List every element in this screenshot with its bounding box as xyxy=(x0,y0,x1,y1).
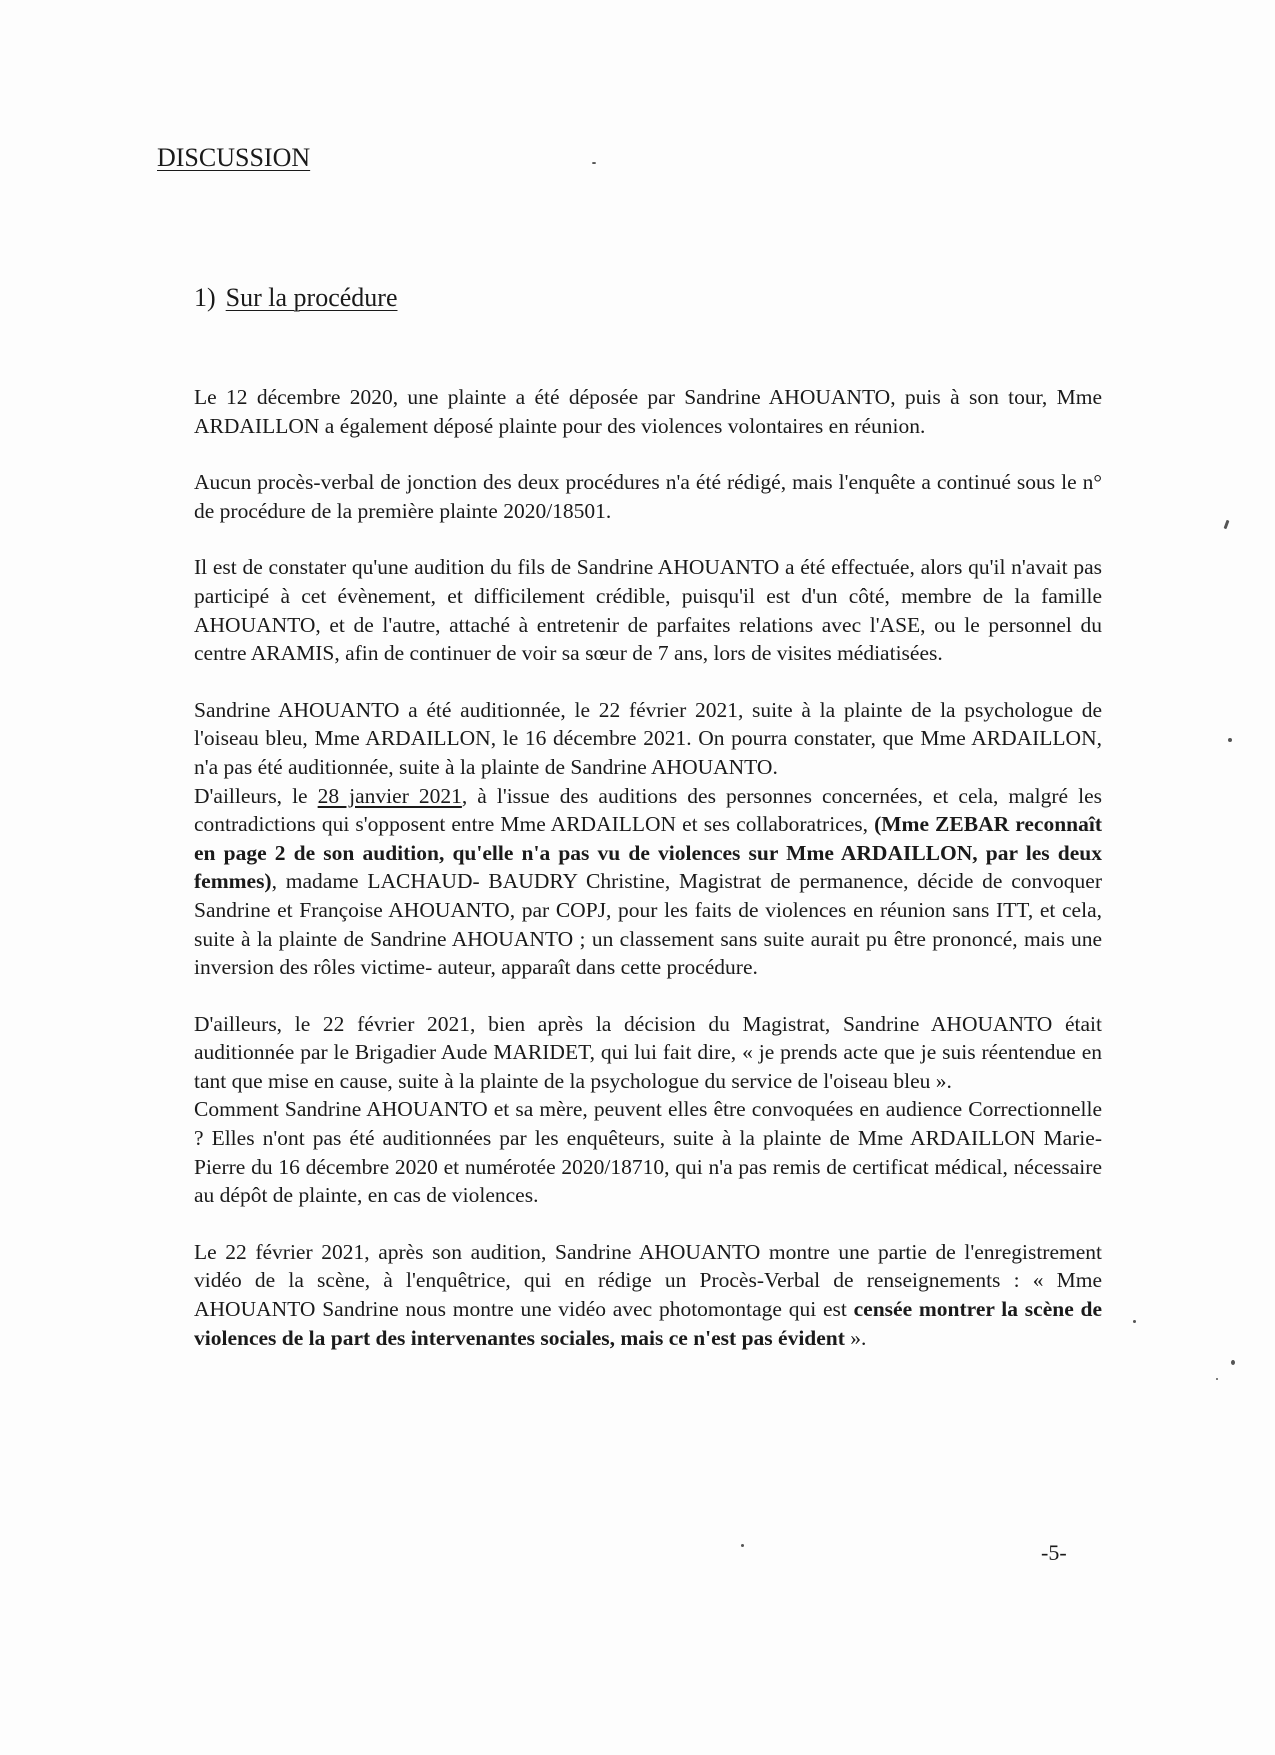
body-text xyxy=(194,383,1102,1352)
paragraph-8-bold: censée montrer la scène de violences de la part des intervenantes sociales, mais ce n'est pas évident xyxy=(194,1297,1102,1350)
paragraph-8 xyxy=(194,1238,1102,1352)
scan-speck xyxy=(592,162,596,164)
section-heading xyxy=(194,283,398,313)
scan-speck xyxy=(1224,520,1230,529)
scan-speck xyxy=(1231,1360,1235,1365)
section-title: Sur la procédure xyxy=(225,283,398,312)
scan-speck xyxy=(1228,738,1232,742)
paragraph-1: Le 12 décembre 2020, une plainte a été déposée par Sandrine AHOUANTO, puis à son tour, Mme ARDAILLON a également déposé plainte pour des violences volontaires en réunion. xyxy=(194,385,1102,438)
paragraph-5 xyxy=(194,782,1102,982)
paragraph-8-part-1: Le 22 février 2021, après son audition, Sandrine AHOUANTO montre une partie de l'enregistrement vidéo de la scène, à l'enquêtrice, qui en rédige un Procès-Verbal de renseignements : « Mme AHOUANTO Sandrine nous montre une vidéo avec photomontage qui est xyxy=(194,1239,1102,1322)
scan-speck xyxy=(1216,1378,1218,1380)
paragraph-5-bold: (Mme ZEBAR reconnaît en page 2 de son audition, qu'elle n'a pas vu de violences sur Mme ARDAILLON, par les deux femmes) xyxy=(194,812,1102,894)
paragraph-5-date: 28 janvier 2021 xyxy=(317,783,462,808)
discussion-heading: DISCUSSION xyxy=(157,143,311,172)
paragraph-4: Sandrine AHOUANTO a été auditionnée, le 22 février 2021, suite à la plainte de la psychologue de l'oiseau bleu, Mme ARDAILLON, le 16 décembre 2021. On pourra constater, que Mme ARDAILLON, n'a pas été auditionnée, suite à la plainte de Sandrine AHOUANTO. xyxy=(194,697,1102,779)
paragraph-7: Comment Sandrine AHOUANTO et sa mère, peuvent elles être convoquées en audience Correctionnelle ? Elles n'ont pas été auditionnées par les enquêteurs, suite à la plainte de Mme ARDAILLON Marie-Pierre du 16 décembre 2020 et numérotée 2020/18710, qui n'a pas remis de certificat médical, nécessaire au dépôt de plainte, en cas de violences. xyxy=(194,1097,1102,1208)
paragraph-5-part-3: , madame LACHAUD- BAUDRY Christine, Magistrat de permanence, décide de convoquer Sandrine et Françoise AHOUANTO, par COPJ, pour les faits de violences en réunion sans ITT, et cela, suite à la plainte de Sandrine AHOUANTO ; un classement sans suite aurait pu être prononcé, mais une inversion des rôles victime- auteur, apparaît dans cette procédure. xyxy=(194,869,1102,980)
paragraph-5-part-2: , à l'issue des auditions des personnes concernées, et cela, malgré les contradictions qui s'opposent entre Mme ARDAILLON et ses collaboratrices, xyxy=(194,783,1103,837)
scan-speck xyxy=(741,1544,744,1547)
paragraph-2: Aucun procès-verbal de jonction des deux procédures n'a été rédigé, mais l'enquête a continué sous le n° de procédure de la première plainte 2020/18501. xyxy=(194,470,1102,523)
paragraph-6: D'ailleurs, le 22 février 2021, bien après la décision du Magistrat, Sandrine AHOUANTO était auditionnée par le Brigadier Aude MARIDET, qui lui fait dire, « je prends acte que je suis réentendue en tant que mise en cause, suite à la plainte de la psychologue du service de l'oiseau bleu ». xyxy=(194,1011,1102,1093)
paragraph-3: Il est de constater qu'une audition du fils de Sandrine AHOUANTO a été effectuée, alors qu'il n'avait pas participé à cet évènement, et difficilement crédible, puisqu'il est d'un côté, membre de la famille AHOUANTO, et de l'autre, attaché à entretenir de parfaites relations avec l'ASE, ou le personnel du centre ARAMIS, afin de continuer de voir sa sœur de 7 ans, lors de visites médiatisées. xyxy=(194,555,1102,666)
page-number: -5- xyxy=(1041,1540,1067,1565)
scan-speck xyxy=(1133,1320,1136,1323)
section-number: 1) xyxy=(194,283,216,312)
paragraph-5-part-1: D'ailleurs, le xyxy=(194,783,318,808)
paragraph-8-part-2: ». xyxy=(844,1325,867,1350)
